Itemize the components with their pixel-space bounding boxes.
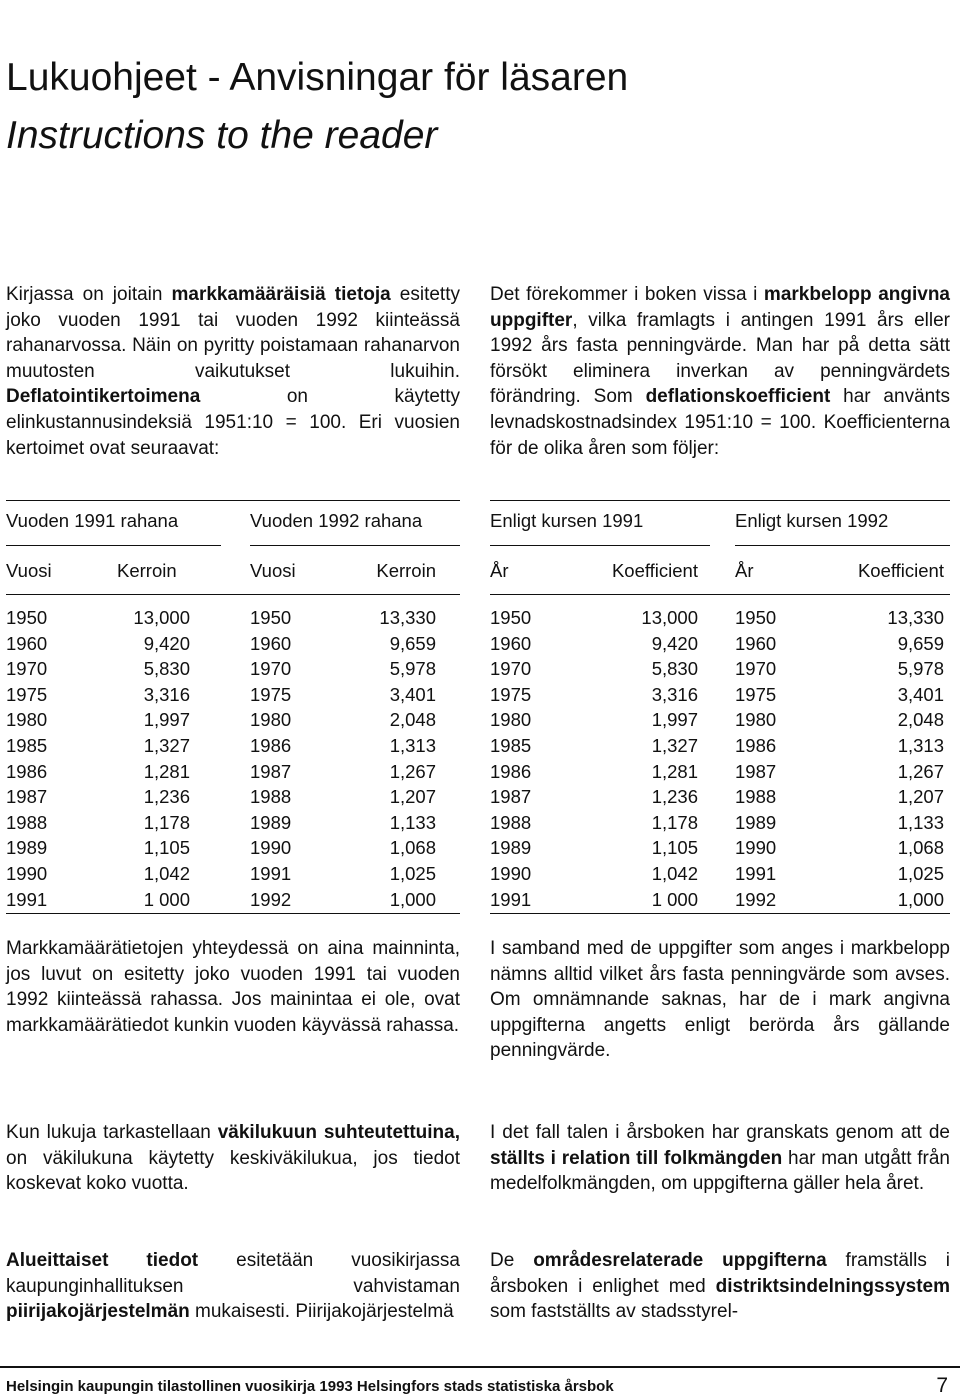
coefficient-cell: 1,997 bbox=[651, 709, 698, 731]
area-finnish: Alueittaiset tiedot esitetään vuosikirjassa kaupunginhallituksen vahvistaman piirijakojärjestelmän mukaisesti. Piirijakojärjestelmä bbox=[6, 1250, 460, 1323]
year-cell: 1987 bbox=[490, 786, 532, 808]
table-sv-group1-rule bbox=[490, 545, 710, 546]
coefficient-cell: 1,236 bbox=[651, 786, 698, 808]
coefficient-cell: 1,327 bbox=[651, 735, 698, 756]
coefficient-cell: 5,978 bbox=[389, 658, 436, 680]
year-cell: 1988 bbox=[735, 786, 777, 808]
coefficient-cell: 13,330 bbox=[887, 607, 944, 628]
table-fi-col-year2: Vuosi bbox=[250, 560, 296, 581]
coefficient-cell: 2,048 bbox=[389, 709, 436, 731]
population-swedish: I det fall talen i årsboken har granskats genom att de ställts i relation till folkmängden har man utgått från medelfolkmängden, om uppgifterna gäller hela året. bbox=[490, 1122, 950, 1195]
table-row bbox=[0, 605, 960, 631]
year-cell: 1991 bbox=[6, 888, 48, 910]
coefficient-cell: 2,048 bbox=[897, 709, 944, 731]
year-cell: 1980 bbox=[6, 709, 48, 731]
year-cell: 1987 bbox=[735, 760, 777, 782]
year-cell: 1989 bbox=[490, 837, 532, 859]
year-cell: 1970 bbox=[250, 658, 292, 680]
table-row bbox=[0, 887, 960, 913]
footer-rule bbox=[0, 1366, 960, 1368]
coefficient-cell: 3,316 bbox=[651, 683, 698, 705]
coefficient-cell: 1,236 bbox=[143, 786, 190, 808]
intro-finnish: Kirjassa on joitain markkamääräisiä tietoja esitetty joko vuoden 1991 tai vuoden 1992 kiinteässä rahanarvossa. Näin on pyritty poistamaan rahanarvon muutosten vaikutukset lukuihin. Deflatointikertoimena on käytetty elinkustannusindeksiä 1951:10 = 100. Eri vuosien kertoimet ovat seuraavat: bbox=[6, 284, 460, 459]
coefficient-cell: 1,042 bbox=[651, 863, 698, 884]
coefficient-cell: 1,068 bbox=[897, 837, 944, 859]
coefficient-cell: 3,316 bbox=[143, 683, 190, 705]
coefficient-cell: 1,105 bbox=[143, 837, 190, 859]
year-cell: 1987 bbox=[6, 786, 48, 808]
table-sv-col-coef1: Koefficient bbox=[611, 560, 698, 581]
year-cell: 1990 bbox=[6, 863, 48, 884]
table-row bbox=[0, 861, 960, 887]
table-row bbox=[0, 810, 960, 836]
coefficient-cell: 1,105 bbox=[651, 837, 698, 859]
year-cell: 1970 bbox=[735, 658, 777, 680]
year-cell: 1987 bbox=[250, 760, 292, 782]
year-cell: 1991 bbox=[250, 863, 292, 884]
year-cell: 1980 bbox=[735, 709, 777, 731]
coefficient-cell: 1,000 bbox=[389, 888, 436, 910]
year-cell: 1986 bbox=[735, 735, 777, 756]
coefficient-cell: 1 000 bbox=[143, 888, 190, 910]
table-sv-col-coef2: Koefficient bbox=[857, 560, 944, 581]
year-cell: 1975 bbox=[250, 683, 292, 705]
year-cell: 1960 bbox=[735, 632, 777, 654]
table-fi-group2: Vuoden 1992 rahana bbox=[250, 510, 423, 531]
coefficient-cell: 1,025 bbox=[389, 863, 436, 884]
table-row bbox=[0, 759, 960, 785]
year-cell: 1985 bbox=[490, 735, 532, 756]
year-cell: 1960 bbox=[250, 632, 292, 654]
table-sv-bottom-rule bbox=[490, 913, 950, 914]
coefficient-cell: 9,420 bbox=[651, 632, 698, 654]
coefficient-cell: 3,401 bbox=[389, 683, 436, 705]
table-sv-body bbox=[0, 605, 960, 915]
page-subtitle: Instructions to the reader bbox=[6, 114, 438, 157]
coefficient-cell: 1,133 bbox=[389, 811, 436, 833]
table-row bbox=[0, 682, 960, 708]
coefficient-cell: 1,133 bbox=[897, 811, 944, 833]
table-fi-col-year1: Vuosi bbox=[6, 560, 52, 581]
year-cell: 1988 bbox=[490, 811, 532, 833]
year-cell: 1975 bbox=[6, 683, 48, 705]
coefficient-cell: 1,207 bbox=[389, 786, 436, 808]
year-cell: 1990 bbox=[250, 837, 292, 859]
coefficient-cell: 13,000 bbox=[641, 607, 698, 628]
table-sv-top-rule bbox=[490, 500, 950, 501]
table-sv-col-year2: År bbox=[735, 560, 754, 581]
year-cell: 1950 bbox=[6, 607, 48, 628]
intro-swedish: Det förekommer i boken vissa i markbelopp angivna uppgifter, vilka framlagts i antingen 1991 års eller 1992 års fasta penningvärde. Man har på detta sätt försökt eliminera inverkan av penningvärdets förändring. Som deflationskoefficient har använts levnadskostnadsindex 1951:10 = 100. Koefficienterna för de olika åren som följer: bbox=[490, 284, 950, 459]
year-cell: 1980 bbox=[490, 709, 532, 731]
table-sv-header-rule bbox=[490, 594, 950, 595]
note-swedish: I samband med de uppgifter som anges i markbelopp nämns alltid vilket års fasta penningvärde som avses. Om omnämnande saknas, har de i mark angivna uppgifterna angetts enligt berörda års gällande penningvärde. bbox=[490, 938, 950, 1062]
coefficient-cell: 1 000 bbox=[651, 888, 698, 910]
year-cell: 1990 bbox=[735, 837, 777, 859]
year-cell: 1950 bbox=[490, 607, 532, 628]
coefficient-cell: 1,000 bbox=[897, 888, 944, 910]
year-cell: 1989 bbox=[6, 837, 48, 859]
coefficient-cell: 1,281 bbox=[143, 760, 190, 782]
table-sv-group2: Enligt kursen 1992 bbox=[735, 510, 889, 531]
table-row bbox=[0, 707, 960, 733]
table-fi-col-coef2: Kerroin bbox=[376, 560, 436, 581]
coefficient-cell: 5,830 bbox=[651, 658, 698, 680]
year-cell: 1970 bbox=[6, 658, 48, 680]
year-cell: 1986 bbox=[250, 735, 292, 756]
coefficient-cell: 1,281 bbox=[651, 760, 698, 782]
coefficient-cell: 3,401 bbox=[897, 683, 944, 705]
year-cell: 1989 bbox=[735, 811, 777, 833]
population-finnish: Kun lukuja tarkastellaan väkilukuun suhteutettuina, on väkilukuna käytetty keskiväkilukua, jos tiedot koskevat koko vuotta. bbox=[6, 1122, 460, 1195]
year-cell: 1970 bbox=[490, 658, 532, 680]
table-row bbox=[0, 835, 960, 861]
page-title: Lukuohjeet - Anvisningar för läsaren bbox=[6, 56, 629, 99]
coefficient-cell: 1,068 bbox=[389, 837, 436, 859]
page-number: 7 bbox=[936, 1374, 948, 1397]
year-cell: 1975 bbox=[735, 683, 777, 705]
coefficient-cell: 1,178 bbox=[651, 811, 698, 833]
coefficient-cell: 13,000 bbox=[133, 607, 190, 628]
area-swedish: De områdesrelaterade uppgifterna framställs i årsboken i enlighet med distriktsindelningssystem som fastställts av stadsstyrel- bbox=[490, 1250, 950, 1323]
coefficient-cell: 1,207 bbox=[897, 786, 944, 808]
table-fi-header-rule bbox=[6, 594, 460, 595]
coefficient-cell: 1,042 bbox=[143, 863, 190, 884]
coefficient-cell: 1,267 bbox=[897, 760, 944, 782]
table-row bbox=[0, 656, 960, 682]
coefficient-cell: 1,178 bbox=[143, 811, 190, 833]
year-cell: 1950 bbox=[735, 607, 777, 628]
year-cell: 1989 bbox=[250, 811, 292, 833]
coefficient-cell: 1,313 bbox=[389, 735, 436, 756]
year-cell: 1950 bbox=[250, 607, 292, 628]
year-cell: 1988 bbox=[250, 786, 292, 808]
coefficient-cell: 5,830 bbox=[143, 658, 190, 680]
year-cell: 1986 bbox=[6, 760, 48, 782]
coefficient-cell: 5,978 bbox=[897, 658, 944, 680]
footer-text: Helsingin kaupungin tilastollinen vuosikirja 1993 Helsingfors stads statistiska årsbok bbox=[6, 1378, 614, 1395]
coefficient-cell: 1,997 bbox=[143, 709, 190, 731]
coefficient-cell: 9,659 bbox=[389, 632, 436, 654]
coefficient-cell: 1,025 bbox=[897, 863, 944, 884]
year-cell: 1991 bbox=[490, 888, 532, 910]
table-row bbox=[0, 631, 960, 657]
table-row bbox=[0, 733, 960, 759]
table-fi-group1-rule bbox=[6, 545, 221, 546]
coefficient-cell: 13,330 bbox=[379, 607, 436, 628]
table-row bbox=[0, 784, 960, 810]
note-finnish: Markkamäärätietojen yhteydessä on aina mainninta, jos luvut on esitetty joko vuoden 1991 tai vuoden 1992 kiinteässä rahassa. Jos mainintaa ei ole, ovat markkamäärätiedot kunkin vuoden käyvässä rahassa. bbox=[6, 938, 460, 1036]
year-cell: 1991 bbox=[735, 863, 777, 884]
table-fi-bottom-rule bbox=[6, 913, 460, 914]
table-fi-col-coef1: Kerroin bbox=[117, 560, 177, 581]
year-cell: 1985 bbox=[6, 735, 48, 756]
year-cell: 1990 bbox=[490, 863, 532, 884]
year-cell: 1980 bbox=[250, 709, 292, 731]
year-cell: 1986 bbox=[490, 760, 532, 782]
year-cell: 1975 bbox=[490, 683, 532, 705]
coefficient-cell: 9,420 bbox=[143, 632, 190, 654]
coefficient-cell: 9,659 bbox=[897, 632, 944, 654]
year-cell: 1992 bbox=[250, 888, 292, 910]
table-sv-group1: Enligt kursen 1991 bbox=[490, 510, 644, 531]
year-cell: 1960 bbox=[490, 632, 532, 654]
year-cell: 1992 bbox=[735, 888, 777, 910]
table-fi-group1: Vuoden 1991 rahana bbox=[6, 510, 179, 531]
table-fi-group2-rule bbox=[250, 545, 460, 546]
year-cell: 1988 bbox=[6, 811, 48, 833]
table-sv-col-year1: År bbox=[490, 560, 509, 581]
table-sv-group2-rule bbox=[735, 545, 950, 546]
coefficient-cell: 1,313 bbox=[897, 735, 944, 756]
year-cell: 1960 bbox=[6, 632, 48, 654]
table-fi-top-rule bbox=[6, 500, 460, 501]
coefficient-cell: 1,327 bbox=[143, 735, 190, 756]
coefficient-cell: 1,267 bbox=[389, 760, 436, 782]
